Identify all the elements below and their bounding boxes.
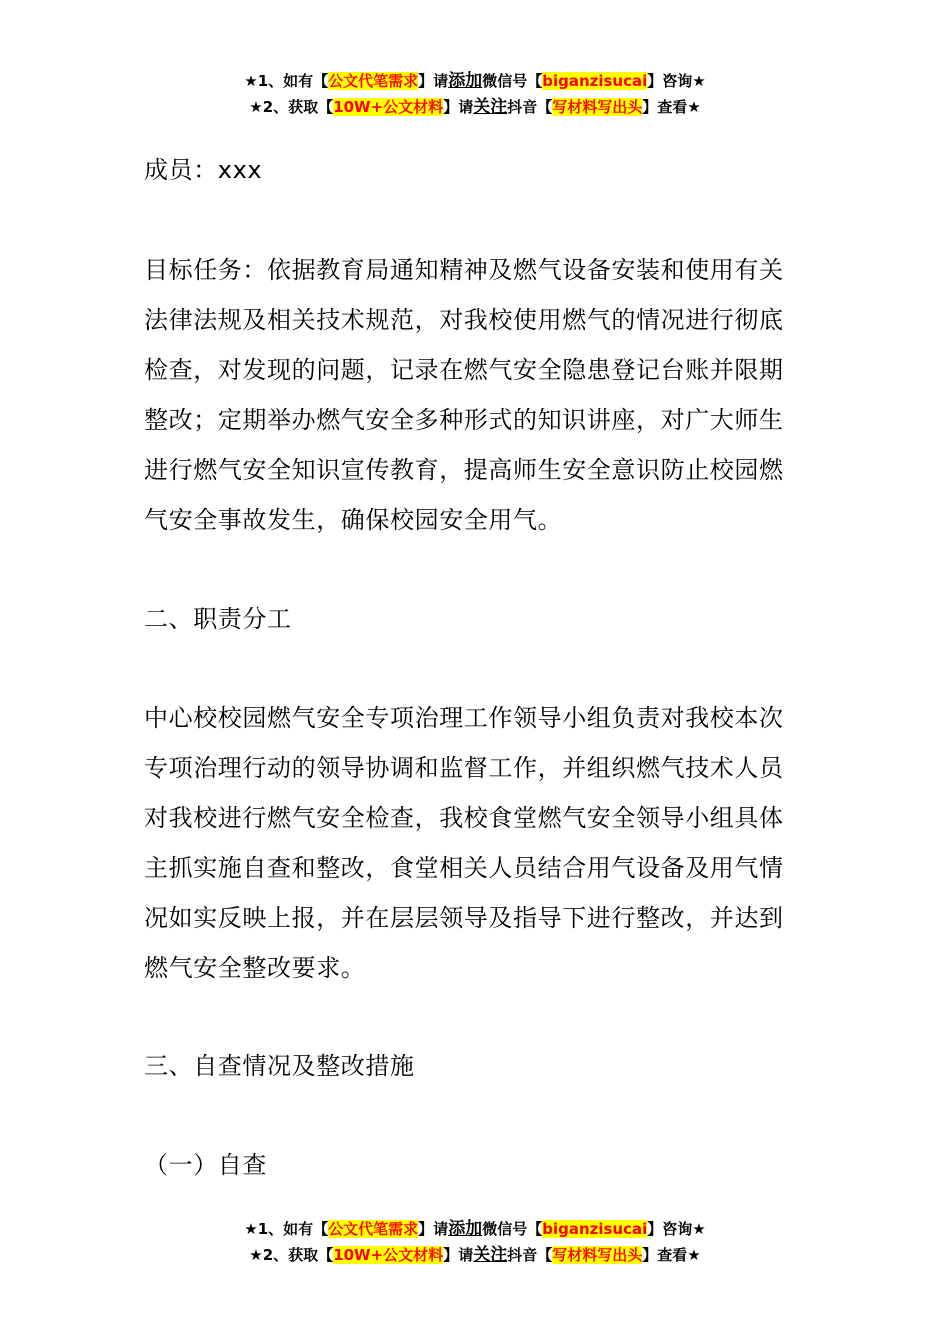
- banner-underline: 添加: [448, 1219, 483, 1239]
- banner-highlight: 10W+公文材料: [333, 1246, 444, 1264]
- banner-text: ★2、获取【: [249, 1246, 334, 1264]
- banner-text: 抖音【: [507, 98, 553, 116]
- footer-banner: [0, 1216, 950, 1268]
- banner-text: 】请: [443, 98, 474, 116]
- banner-highlight: 写材料写出头: [552, 1246, 643, 1264]
- banner-text: 】请: [418, 1220, 449, 1238]
- banner-line-1: [0, 68, 950, 94]
- heading-check: 三、自查情况及整改措施: [144, 1052, 415, 1080]
- banner-text: 微信号【: [482, 72, 543, 90]
- duty-paragraph: 中心校校园燃气安全专项治理工作领导小组负责对我校本次专项治理行动的领导协调和监督工作，并组织燃气技术人员对我校进行燃气安全检查，我校食堂燃气安全领导小组具体主抓实施自查和整改，食堂相关人员结合用气设备及用气情况如实反映上报，并在层层领导及指导下进行整改，并达到燃气安全整改要求。: [144, 704, 784, 982]
- member-paragraph: 成员：xxx: [144, 156, 263, 184]
- banner-highlight: 10W+公文材料: [333, 98, 444, 116]
- header-banner: [0, 68, 950, 120]
- banner-underline: 添加: [448, 71, 483, 91]
- banner-highlight: biganzisucai: [542, 1220, 648, 1238]
- banner-text: 】请: [443, 1246, 474, 1264]
- banner-text: 抖音【: [507, 1246, 553, 1264]
- banner-text: ★1、如有【: [244, 1220, 329, 1238]
- banner-underline: 关注: [473, 1245, 508, 1265]
- banner-underline: 关注: [473, 97, 508, 117]
- banner-text: 】咨询★: [647, 1220, 706, 1238]
- banner-text: ★1、如有【: [244, 72, 329, 90]
- heading-duty: 二、职责分工: [144, 605, 292, 633]
- banner-line-2: [0, 1242, 950, 1268]
- banner-highlight: 写材料写出头: [552, 98, 643, 116]
- banner-line-2: [0, 94, 950, 120]
- banner-text: 微信号【: [482, 1220, 543, 1238]
- banner-highlight: 公文代笔需求: [328, 1220, 419, 1238]
- banner-text: 】查看★: [642, 98, 701, 116]
- banner-highlight: 公文代笔需求: [328, 72, 419, 90]
- banner-text: ★2、获取【: [249, 98, 334, 116]
- banner-text: 】请: [418, 72, 449, 90]
- banner-text: 】咨询★: [647, 72, 706, 90]
- goal-paragraph: 目标任务：依据教育局通知精神及燃气设备安装和使用有关法律法规及相关技术规范，对我校使用燃气的情况进行彻底检查，对发现的问题，记录在燃气安全隐患登记台账并限期整改；定期举办燃气安全多种形式的知识讲座，对广大师生进行燃气安全知识宣传教育，提高师生安全意识防止校园燃气安全事故发生，确保校园安全用气。: [144, 256, 784, 534]
- banner-text: 】查看★: [642, 1246, 701, 1264]
- heading-self-check: （一）自查: [144, 1151, 267, 1179]
- banner-highlight: biganzisucai: [542, 72, 648, 90]
- banner-line-1: [0, 1216, 950, 1242]
